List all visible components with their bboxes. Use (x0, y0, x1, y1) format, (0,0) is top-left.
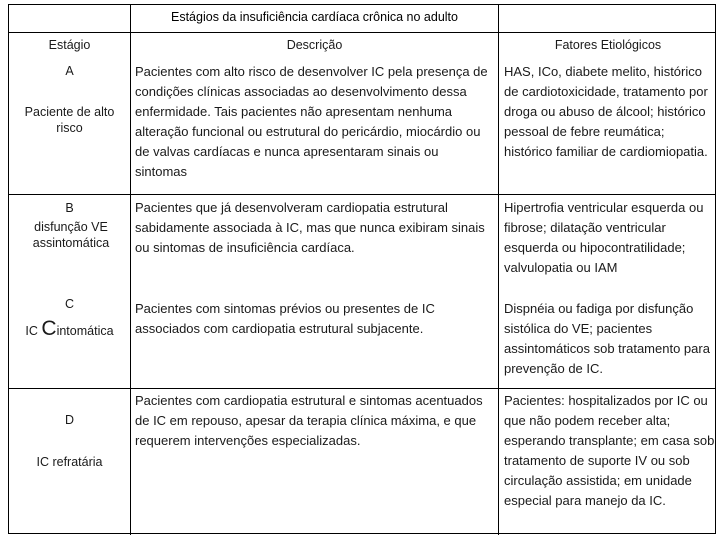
stage-d-label: IC refratária (36, 455, 103, 469)
stage-b-description: Pacientes que já desenvolveram cardiopatia estrutural sabidamente associada à IC, mas que nunca exibiram sinais ou sintomas de insuficiência cardíaca. (135, 200, 485, 255)
stage-a-description: Pacientes com alto risco de desenvolver IC pela presença de condições clínicas associadas ao desenvolvimento dessa enfermidade. Tais pacientes não apresentam nenhuma alteração funcional ou estrutural do pericárdio, miocárdio ou de valvas cardíacas e nunca apresentaram sinais ou sintomas (135, 64, 488, 179)
stage-d-description: Pacientes com cardiopatia estrutural e sintomas acentuados de IC em repouso, apesar da terapia clínica máxima, e que requerem intervenções especializadas. (135, 393, 483, 448)
table-title: Estágios da insuficiência cardíaca crônica no adulto (171, 10, 458, 24)
header-description: Descrição (286, 38, 343, 52)
stage-a-letter: A (65, 64, 74, 78)
stage-d-factors: Pacientes: hospitalizados por IC ou que não podem receber alta; esperando transplante; em casa sob tratamento de suporte IV ou sob circulação assistida; em unidade especial para manejo da IC. (504, 393, 715, 508)
stage-c-label-big-letter: C (41, 317, 57, 340)
row-a-divider (9, 194, 715, 195)
stage-b-letter: B (65, 201, 74, 215)
col-divider-1b (130, 389, 131, 535)
stage-a-factors: HAS, ICo, diabete melito, histórico de cardiotoxicidade, tratamento por droga ou abuso de álcool; histórico pessoal de febre reumática; histórico familiar de cardiomiopatia. (504, 64, 708, 159)
stage-c-label-prefix: IC (25, 324, 38, 338)
header-stage: Estágio (48, 38, 91, 52)
stage-c-letter: C (64, 297, 75, 311)
header-factors: Fatores Etiológicos (554, 38, 662, 52)
ic-stages-table (8, 4, 716, 534)
row-c-divider (9, 388, 715, 389)
col-divider-2 (498, 5, 499, 535)
stage-c-factors: Dispnéia ou fadiga por disfunção sistólica do VE; pacientes assintomáticos sob tratamento para prevenção de IC. (504, 301, 710, 376)
stage-b-factors: Hipertrofia ventricular esquerda ou fibrose; dilatação ventricular esquerda ou hipocontratilidade; valvulopatia ou IAM (504, 200, 704, 275)
stage-d-letter: D (64, 413, 75, 427)
col-divider-1 (130, 5, 131, 389)
stage-c-description: Pacientes com sintomas prévios ou presentes de IC associados com cardiopatia estrutural subjacente. (135, 301, 435, 336)
stage-c-label-suffix: intomática (56, 324, 114, 338)
title-row-divider (9, 32, 715, 33)
stage-b-label: disfunção VE assintomática (32, 220, 110, 250)
stage-c-label (9, 317, 130, 343)
stage-a-label: Paciente de alto risco (24, 105, 115, 135)
